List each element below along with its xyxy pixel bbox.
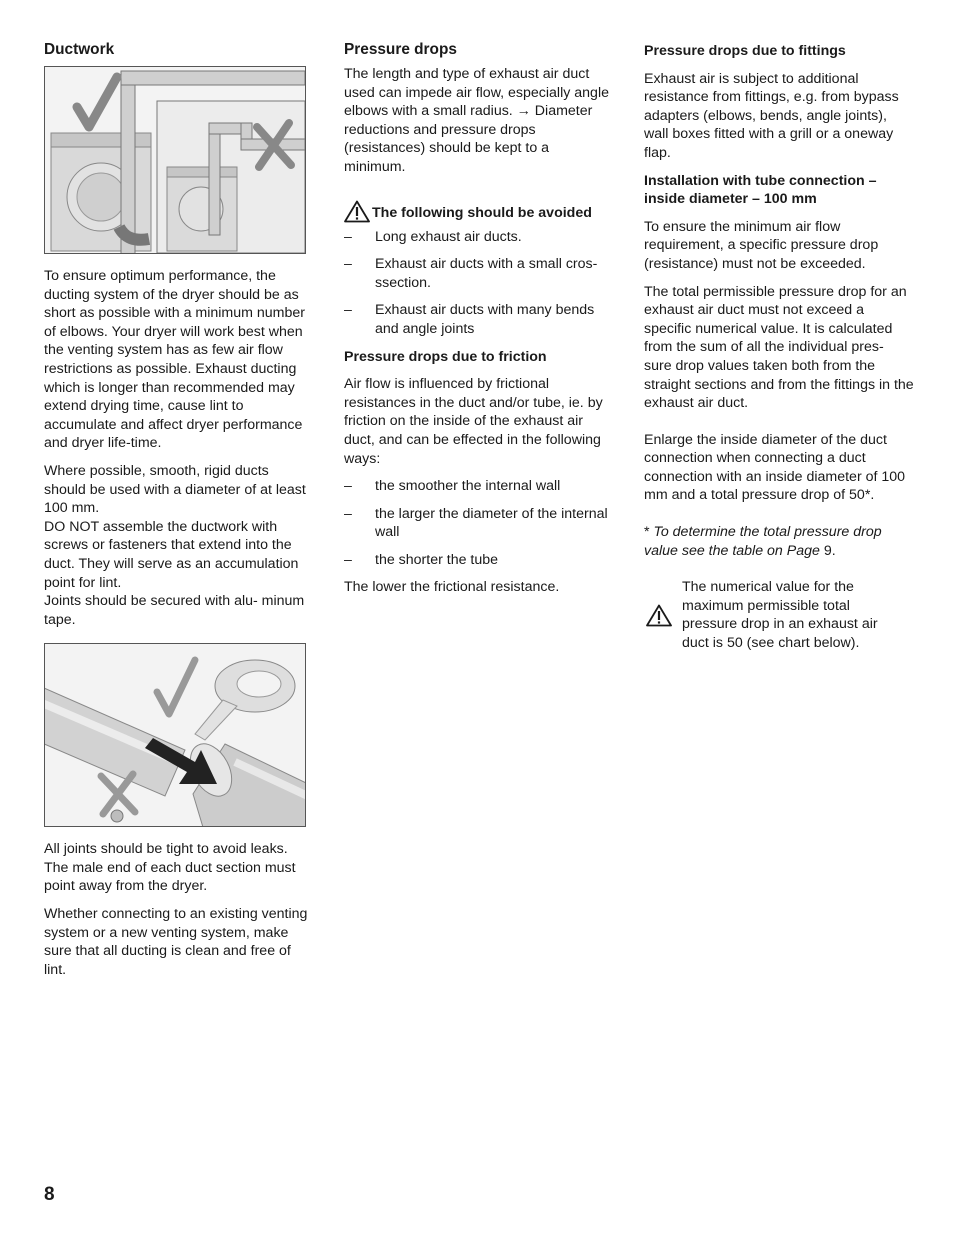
installation-paragraph-2: The total permissible pressure drop for an exhaust air duct must not exceed a specific numerical value. It is calculated from the sum of all the individual pres- sure drop values taken both from the straight sections and from the fittings in the exhaust air duct. — [644, 283, 914, 412]
avoid-heading — [344, 200, 614, 223]
installation-paragraph-1: To ensure the minimum air flow requirement, a specific pressure drop (resistance) must not be exceeded. — [644, 218, 879, 272]
aluminum-tape-text: Joints should be secured with alu- minum tape. — [44, 593, 305, 628]
ductwork-paragraph-4: Whether connecting to an existing venting system or a new venting system, make sure that all ducting is clean and free of lint. — [44, 906, 308, 978]
ductwork-illustration — [44, 66, 306, 254]
pressure-drops-heading: Pressure drops — [344, 41, 457, 58]
installation-paragraph-3: Enlarge the inside diameter of the duct connection when connecting a duct connection with an inside diameter of 100 mm and a total pressure drop of 50*. — [644, 431, 906, 504]
duct-joint-illustration — [44, 643, 306, 827]
column-pressure-drops — [344, 40, 614, 606]
list-item: – the larger the diameter of the internal wall — [344, 505, 608, 541]
page-number: 8 — [44, 1184, 55, 1205]
list-item: – Exhaust air ducts with a small cros-ssection. — [344, 256, 598, 291]
warning-note — [644, 578, 914, 652]
ductwork-heading: Ductwork — [44, 41, 115, 58]
fittings-paragraph: Exhaust air is subject to additional resistance from fittings, e.g. from bypass adapters (elbows, bends, angle joints), wall boxes fitted with a grill or a oneway flap. — [644, 70, 899, 161]
avoid-list — [344, 228, 614, 339]
list-item: – the shorter the tube — [344, 551, 499, 568]
column-ductwork — [44, 40, 310, 988]
fittings-heading: Pressure drops due to fittings — [644, 43, 846, 59]
list-item: – Exhaust air ducts with many bends and angle joints — [344, 302, 595, 337]
no-screws-text: DO NOT assemble the ductwork with screws or fasteners that extend into the duct. They will serve as an accumulation point for lint. — [44, 518, 299, 591]
screw-icon — [111, 810, 123, 822]
friction-conclusion: The lower the frictional resistance. — [344, 579, 560, 596]
friction-list — [344, 477, 614, 569]
warning-note-text: The numerical value for the maximum permissible total pressure drop in an exhaust air duct is 50 (see chart below). — [682, 579, 878, 652]
column-fittings — [644, 42, 914, 653]
friction-paragraph: Air flow is influenced by frictional resistances in the duct and/or tube, ie. by friction on the inside of the exhaust air duct, and can be effected in the following ways: — [344, 376, 603, 467]
friction-heading: Pressure drops due to friction — [344, 348, 547, 365]
ductwork-paragraph-2 — [44, 462, 310, 629]
ductwork-paragraph-3: All joints should be tight to avoid leaks. The male end of each duct section must point away from the dryer. — [44, 841, 296, 895]
rigid-ducts-text: Where possible, smooth, rigid ducts should be used with a diameter of at least 100 mm. — [44, 462, 306, 517]
list-item: – the smoother the internal wall — [344, 478, 561, 495]
warning-triangle-icon — [344, 200, 370, 223]
footnote: * To determine the total pressure drop value see the table on Page 9. — [644, 524, 882, 559]
ductwork-paragraph-1: To ensure optimum performance, the ducting system of the dryer should be as short as possible with a minimum number of elbows. Your dryer will work best when the venting system has as few air flow restrictions as possible. Exhaust ducting which is longer than recommended may extend drying time, cause lint to accumulate and affect dryer performance and dryer life-time. — [44, 268, 305, 452]
pressure-drops-intro: The length and type of exhaust air duct used can impede air flow, especially angle elbows with a small radius. → Diameter reductions and pressure drops (resistances) should be kept to a minimum. — [344, 66, 609, 175]
warning-triangle-icon — [646, 604, 672, 627]
list-item: – Long exhaust air ducts. — [344, 228, 522, 245]
installation-heading: Installation with tube connection – inside diameter – 100 mm — [644, 172, 877, 208]
avoid-heading-text: The following should be avoided — [372, 204, 592, 221]
